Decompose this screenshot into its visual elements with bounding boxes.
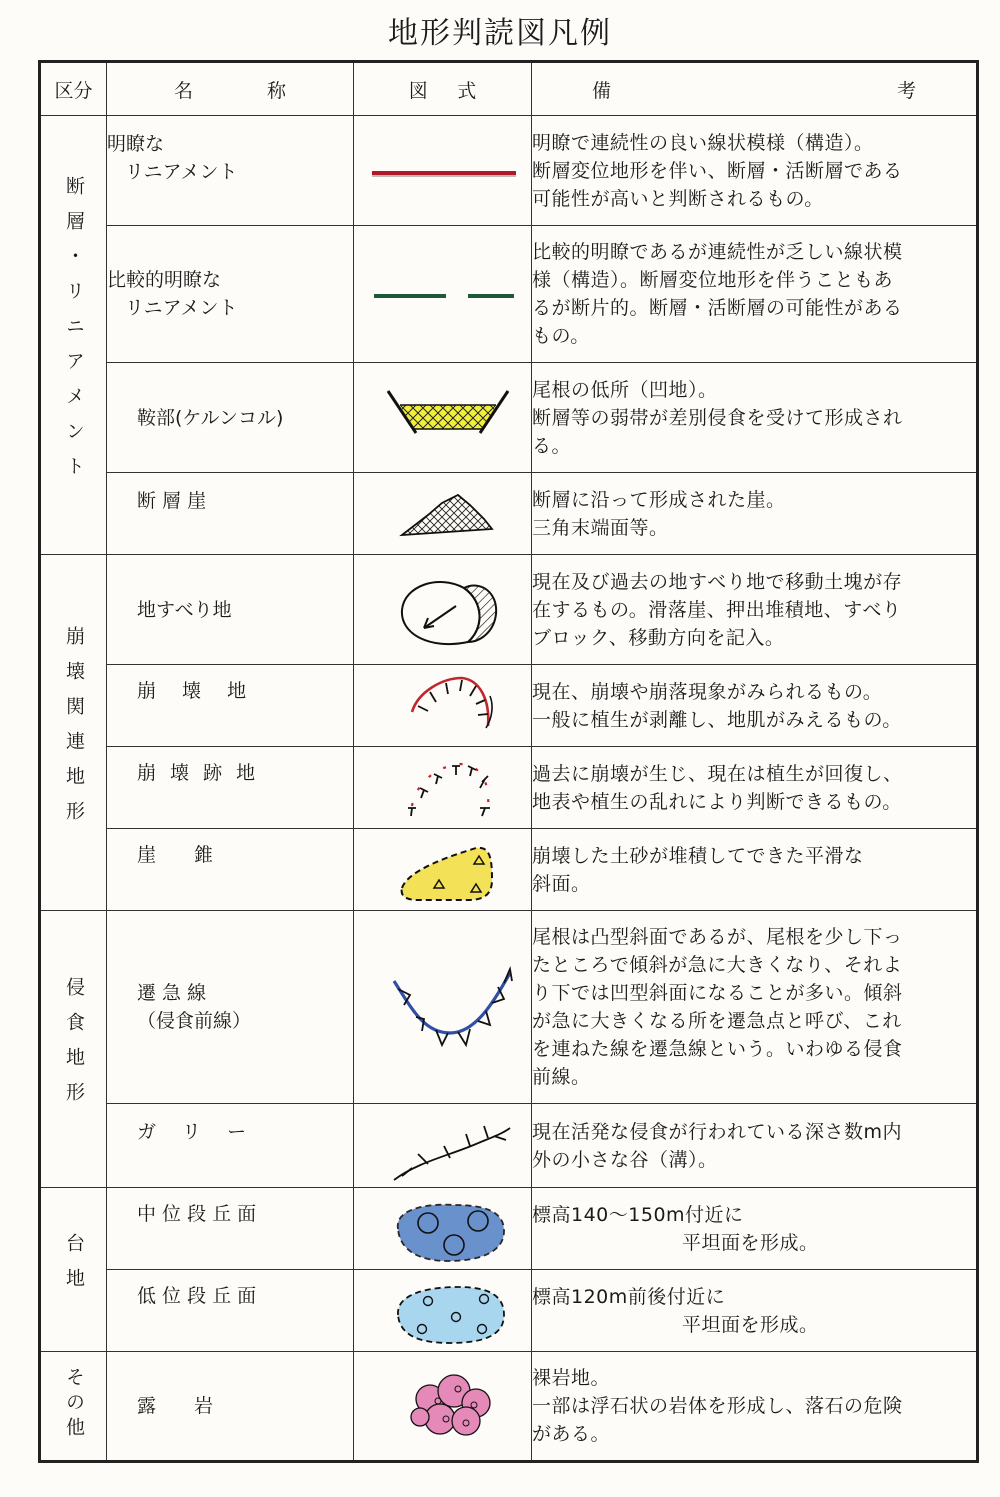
legend-figure (354, 1270, 532, 1352)
legend-remark: 尾根の低所（凹地）。 断層等の弱帯が差別侵食を受けて形成され る。 (532, 363, 978, 473)
saddle-symbol (358, 383, 528, 453)
group-label: 台地 (63, 1232, 85, 1303)
legend-remark: 現在、崩壊や崩落現象がみられるもの。 一般に植生が剥離し、地肌がみえるもの。 (532, 665, 978, 747)
legend-figure (354, 473, 532, 555)
legend-remark: 断層に沿って形成された崖。 三角末端面等。 (532, 473, 978, 555)
table-row (40, 1104, 978, 1188)
legend-remark: 過去に崩壊が生じ、現在は植生が回復し、 地表や植生の乱れにより判断できるもの。 (532, 747, 978, 829)
legend-figure (354, 1188, 532, 1270)
legend-figure (354, 116, 532, 226)
legend-remark: 崩壊した土砂が堆積してできた平滑な 斜面。 (532, 829, 978, 911)
legend-name: 明瞭な リニアメント (107, 116, 354, 226)
clear-lineament-symbol (358, 151, 528, 191)
legend-figure (354, 829, 532, 911)
legend-remark: 明瞭で連続性の良い線状模様（構造）。 断層変位地形を伴い、断層・活断層である 可能性が高いと判断されるもの。 (532, 116, 978, 226)
legend-name: 比較的明瞭な リニアメント (107, 226, 354, 363)
table-row (40, 363, 978, 473)
table-row (40, 747, 978, 829)
header-figure (354, 62, 532, 116)
table-row (40, 665, 978, 747)
relatively-clear-lineament-symbol (358, 274, 528, 314)
legend-figure (354, 226, 532, 363)
legend-table (38, 60, 979, 1463)
middle-terrace-symbol (358, 1189, 528, 1269)
gully-symbol (358, 1106, 528, 1186)
legend-name: 断 層 崖 (107, 473, 354, 555)
header-name (107, 62, 354, 116)
header-figure-b: 式 (457, 79, 477, 102)
exposed-rock-symbol (358, 1361, 528, 1451)
legend-name: 崩 壊 跡 地 (107, 747, 354, 829)
legend-name: 鞍部(ケルンコル) (107, 363, 354, 473)
legend-remark: 裸岩地。 一部は浮石状の岩体を形成し、落石の危険 がある。 (532, 1352, 978, 1462)
legend-name: 崖 錐 (107, 829, 354, 911)
legend-name: ガ リ ー (107, 1104, 354, 1188)
group-other (40, 1352, 107, 1462)
table-row (40, 116, 978, 226)
knickline-symbol (358, 959, 528, 1055)
legend-name: 露 岩 (107, 1352, 354, 1462)
header-row (40, 62, 978, 116)
group-label: 侵食地形 (63, 977, 85, 1117)
table-row (40, 1270, 978, 1352)
legend-figure (354, 363, 532, 473)
legend-remark: 標高140～150m付近に 平坦面を形成。 (532, 1188, 978, 1270)
legend-name: 地すべり地 (107, 555, 354, 665)
legend-figure (354, 555, 532, 665)
table-row (40, 555, 978, 665)
header-name-b: 称 (266, 79, 286, 102)
legend-figure (354, 665, 532, 747)
group-terrace (40, 1188, 107, 1352)
legend-name: 中 位 段 丘 面 (107, 1188, 354, 1270)
group-fault-lineament (40, 116, 107, 555)
group-collapse (40, 555, 107, 911)
header-figure-a: 図 (408, 79, 428, 102)
legend-name: 遷 急 線 （侵食前線） (107, 911, 354, 1104)
table-row (40, 911, 978, 1104)
legend-figure (354, 1104, 532, 1188)
group-label: その他 (63, 1366, 85, 1442)
legend-name: 低 位 段 丘 面 (107, 1270, 354, 1352)
header-remark-b: 考 (896, 79, 916, 102)
old-collapse-symbol (358, 748, 528, 828)
table-row (40, 1352, 978, 1462)
header-remark-a: 備 (592, 79, 612, 102)
fault-scarp-symbol (358, 481, 528, 547)
collapse-area-symbol (358, 666, 528, 746)
legend-figure (354, 911, 532, 1104)
legend-name: 崩 壊 地 (107, 665, 354, 747)
group-label: 断層・リニアメント (63, 175, 85, 491)
table-row (40, 473, 978, 555)
landslide-symbol (358, 562, 528, 658)
legend-remark: 現在及び過去の地すべり地で移動土塊が存 在するもの。滑落崖、押出堆積地、すべり ブロック、移動方向を記入。 (532, 555, 978, 665)
header-division: 区分 (40, 62, 107, 116)
group-erosion (40, 911, 107, 1188)
legend-remark: 現在活発な侵食が行われている深さ数m内 外の小さな谷（溝）。 (532, 1104, 978, 1188)
table-row (40, 226, 978, 363)
group-label: 崩壊関連地形 (63, 625, 85, 836)
header-remark (532, 62, 978, 116)
low-terrace-symbol (358, 1271, 528, 1351)
table-row (40, 1188, 978, 1270)
legend-remark: 比較的明瞭であるが連続性が乏しい線状模 様（構造）。断層変位地形を伴うこともあ るが断片的。断層・活断層の可能性がある もの。 (532, 226, 978, 363)
page-title: 地形判読図凡例 (388, 16, 612, 51)
legend-remark: 尾根は凸型斜面であるが、尾根を少し下っ たところで傾斜が急に大きくなり、それよ り下では凹型斜面になることが多い。傾斜 が急に大きくなる所を遷急点と呼び、これ を連ねた線を遷急線という。いわゆる侵食 前線。 (532, 911, 978, 1104)
legend-figure (354, 1352, 532, 1462)
header-name-a: 名 (173, 79, 193, 102)
legend-figure (354, 747, 532, 829)
legend-remark: 標高120m前後付近に 平坦面を形成。 (532, 1270, 978, 1352)
talus-symbol (358, 830, 528, 910)
table-row (40, 829, 978, 911)
